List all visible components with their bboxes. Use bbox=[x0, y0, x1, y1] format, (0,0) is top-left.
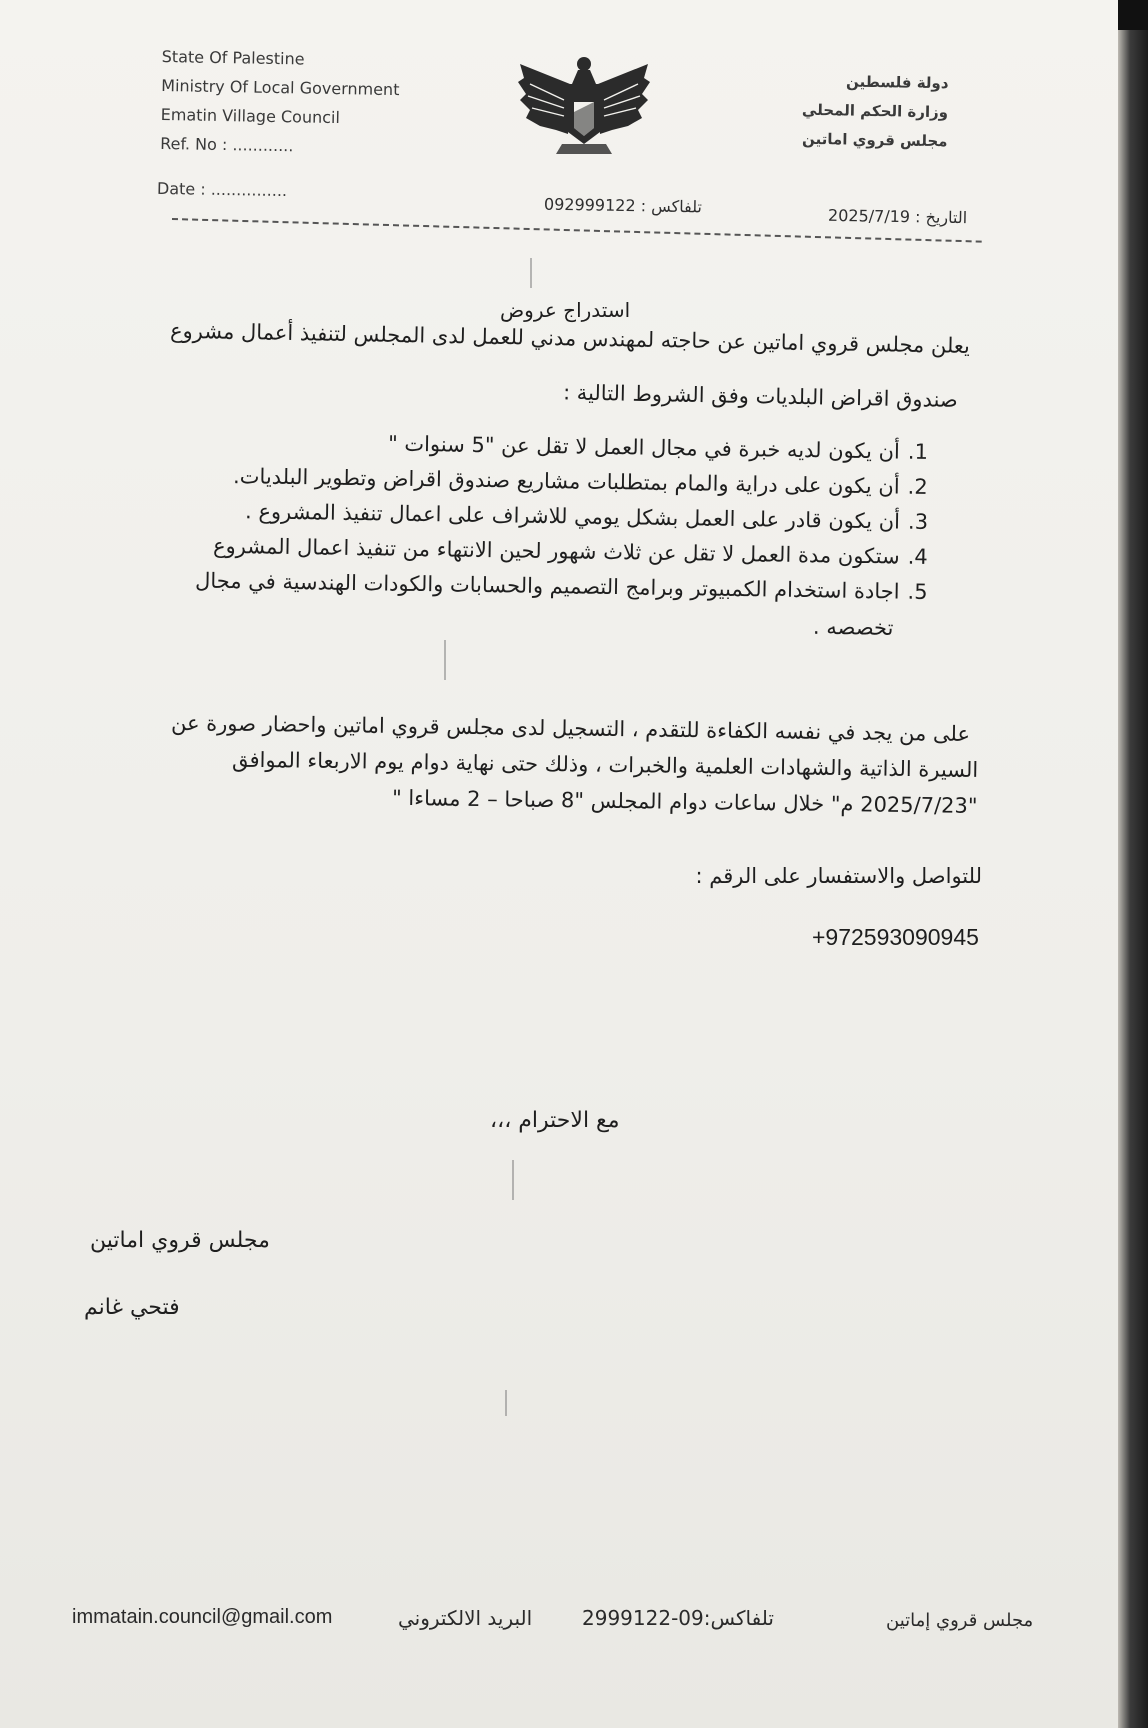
apply-line-1: على من يجد في نفسه الكفاءة للتقدم ، التسجيل لدى مجلس قروي اماتين واحضار صورة عن bbox=[170, 710, 971, 746]
condition-text: أن يكون لديه خبرة في مجال العمل لا تقل عن "5 سنوات " bbox=[387, 431, 901, 464]
condition-number: 5. bbox=[907, 579, 929, 604]
date-arabic: التاريخ : 2025/7/19 bbox=[827, 205, 968, 228]
contact-phone: +972593090945 bbox=[812, 924, 979, 950]
apply-line-2: السيرة الذاتية والشهادات العلمية والخبرات ، وذلك حتى نهاية دوام يوم الاربعاء الموافق bbox=[231, 747, 979, 782]
footer-fax: تلفاكس:09-2999122 bbox=[582, 1606, 774, 1630]
apply-line-3: "2025/7/23 م" خلال ساعات دوام المجلس "8 صباحا – 2 مساءا " bbox=[392, 785, 979, 818]
condition-item bbox=[388, 432, 928, 464]
en-line-state: State Of Palestine bbox=[161, 46, 305, 69]
condition-number: 1. bbox=[907, 439, 929, 464]
contact-label: للتواصل والاستفسار على الرقم : bbox=[695, 864, 982, 888]
signature-council: مجلس قروي اماتين bbox=[90, 1228, 270, 1253]
footer-council: مجلس قروي إماتين bbox=[886, 1610, 1034, 1631]
en-line-ministry: Ministry Of Local Government bbox=[161, 75, 400, 100]
ar-line-council: مجلس قروي اماتين bbox=[801, 129, 948, 151]
palestine-eagle-emblem-icon bbox=[516, 44, 652, 162]
condition-number: 4. bbox=[907, 544, 929, 569]
arabic-letterhead bbox=[801, 67, 949, 157]
page-edge-corner bbox=[1118, 0, 1148, 30]
condition-continuation: تخصصه . bbox=[812, 614, 894, 640]
condition-text: اجادة استخدام الكمبيوتر وبرامج التصميم والحسابات والكودات الهندسية في مجال bbox=[195, 568, 901, 604]
signature-name: فتحي غانم bbox=[84, 1295, 180, 1320]
ar-line-ministry: وزارة الحكم المحلي bbox=[801, 100, 949, 122]
intro-line-2: صندوق اقراض البلديات وفق الشروط التالية : bbox=[563, 380, 959, 412]
footer-email-label: البريد الالكتروني bbox=[398, 1606, 533, 1630]
condition-text: ستكون مدة العمل لا تقل عن ثلاث شهور لحين الانتهاء من تنفيذ اعمال المشروع bbox=[213, 533, 901, 569]
announcement-title: استدراج عروض bbox=[500, 298, 631, 322]
en-line-council: Ematin Village Council bbox=[160, 104, 341, 128]
page-edge-shadow bbox=[1118, 0, 1148, 1728]
condition-item bbox=[245, 499, 928, 534]
date-english: Date : ............... bbox=[156, 178, 288, 201]
condition-item bbox=[213, 534, 928, 569]
paper-fold-mark bbox=[505, 1390, 507, 1416]
condition-item bbox=[233, 464, 928, 499]
paper-fold-mark bbox=[444, 640, 446, 680]
closing-regards: مع الاحترام ،،، bbox=[490, 1108, 620, 1133]
condition-text: أن يكون قادر على العمل بشكل يومي للاشراف على اعمال تنفيذ المشروع . bbox=[244, 499, 901, 534]
condition-number: 3. bbox=[907, 509, 929, 534]
header-fax: تلفاكس : 092999122 bbox=[543, 194, 703, 217]
condition-number: 2. bbox=[907, 474, 929, 499]
condition-item bbox=[195, 568, 928, 604]
english-letterhead bbox=[160, 42, 400, 162]
paper-fold-mark bbox=[530, 258, 532, 288]
footer-email: immatain.council@gmail.com bbox=[72, 1606, 333, 1628]
condition-text: أن يكون على دراية والمام بمتطلبات مشاريع صندوق اقراض وتطوير البلديات. bbox=[233, 464, 901, 499]
intro-line-1: يعلن مجلس قروي اماتين عن حاجته لمهندس مدني للعمل لدى المجلس لتنفيذ أعمال مشروع bbox=[170, 318, 971, 358]
ar-line-state: دولة فلسطين bbox=[845, 72, 949, 93]
paper-fold-mark bbox=[512, 1160, 514, 1200]
en-line-ref: Ref. No : ............ bbox=[160, 133, 294, 156]
